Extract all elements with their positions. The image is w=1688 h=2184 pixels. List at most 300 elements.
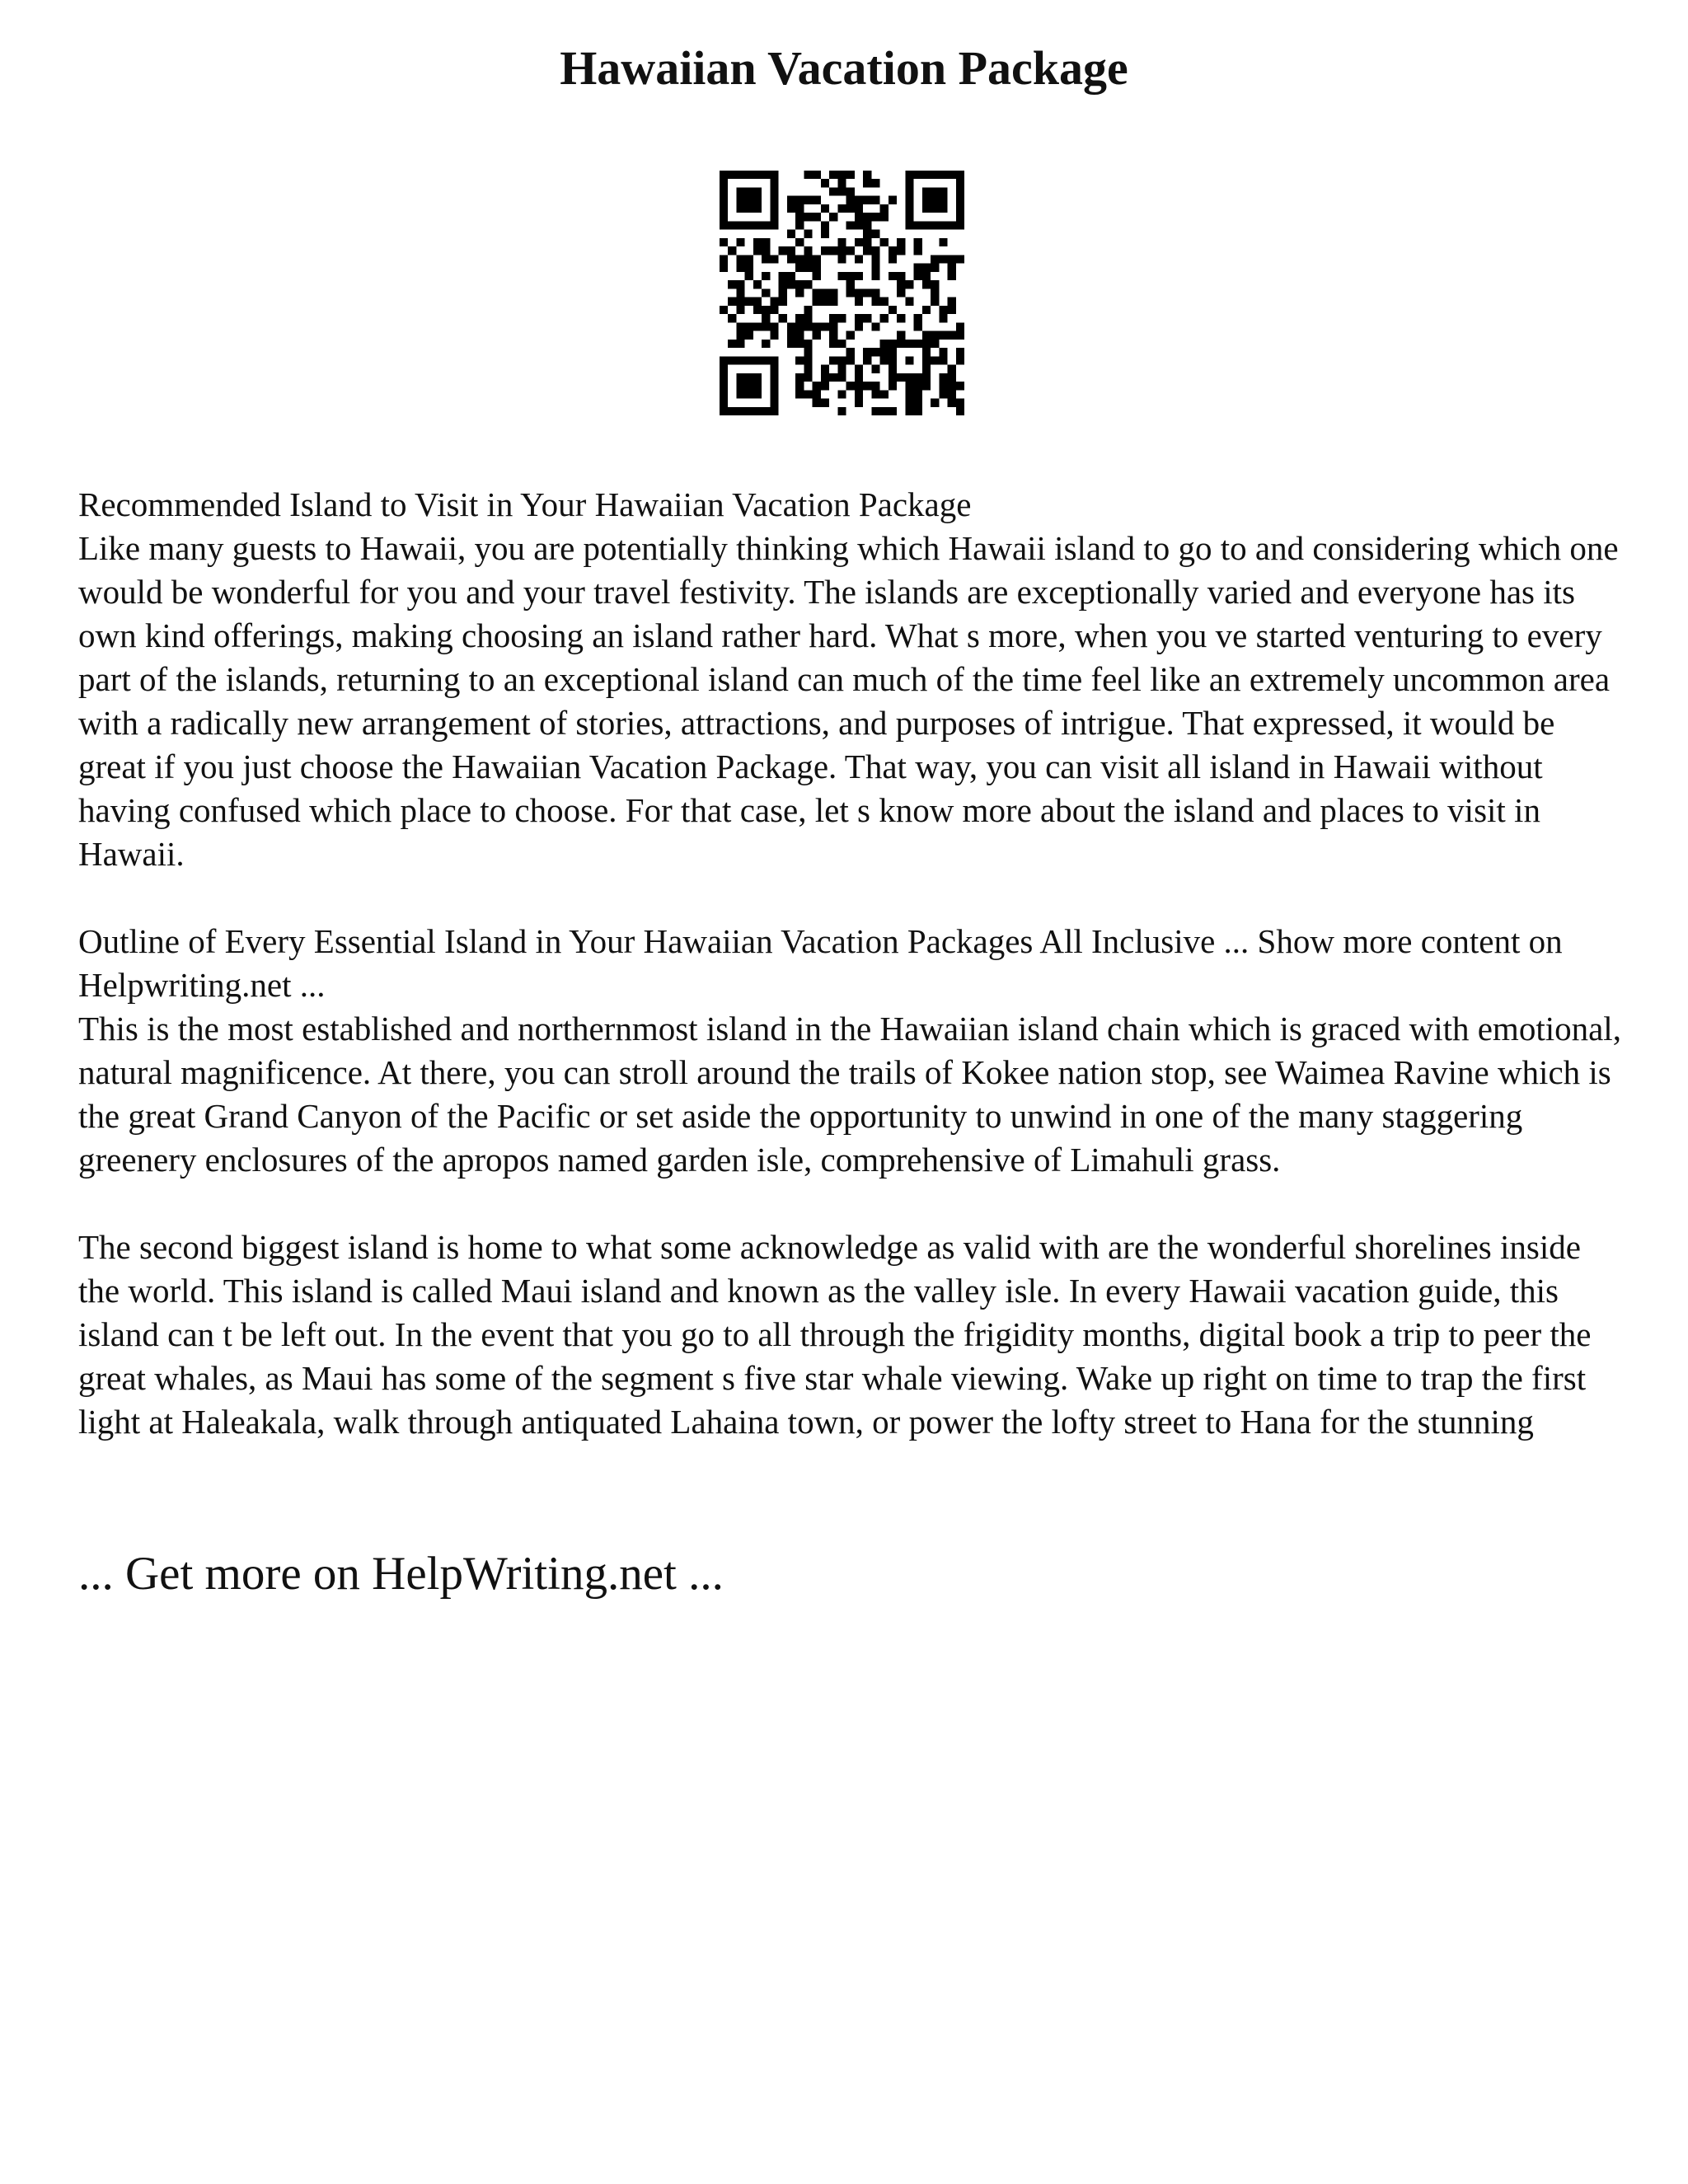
qr-module [855, 382, 863, 390]
qr-module [922, 264, 931, 272]
qr-module [795, 238, 804, 246]
qr-module [863, 196, 871, 204]
qr-module [736, 204, 744, 213]
qr-module [846, 204, 855, 213]
qr-module [956, 255, 964, 263]
qr-module [829, 298, 837, 306]
qr-module [804, 264, 812, 272]
qr-code-icon [720, 171, 964, 415]
qr-module [762, 221, 770, 229]
qr-module [728, 280, 736, 288]
qr-module [863, 230, 871, 238]
qr-module [720, 171, 728, 179]
qr-module [728, 298, 736, 306]
qr-module [846, 382, 855, 390]
qr-module [745, 272, 753, 280]
qr-module [779, 246, 787, 255]
qr-module [720, 255, 728, 263]
qr-module [914, 399, 922, 407]
qr-module [905, 382, 913, 390]
qr-module [897, 272, 905, 280]
qr-module [804, 356, 812, 364]
qr-module [914, 340, 922, 348]
qr-module [931, 399, 939, 407]
qr-module [829, 246, 837, 255]
qr-module [728, 314, 736, 322]
qr-module [753, 246, 762, 255]
qr-module [846, 331, 855, 340]
qr-module [914, 322, 922, 330]
qr-module [770, 382, 778, 390]
qr-module [821, 179, 829, 187]
qr-module [905, 340, 913, 348]
get-more-link[interactable]: ... Get more on HelpWriting.net ... [78, 1548, 724, 1600]
qr-module [779, 314, 787, 322]
qr-module [871, 322, 879, 330]
qr-module [855, 204, 863, 213]
qr-module [753, 171, 762, 179]
qr-module [813, 272, 821, 280]
qr-module [745, 196, 753, 204]
qr-module [720, 382, 728, 390]
qr-module [804, 373, 812, 382]
qr-module [736, 298, 744, 306]
qr-module [939, 348, 947, 356]
qr-module [736, 407, 744, 415]
qr-module [804, 171, 812, 179]
qr-module [813, 322, 821, 330]
qr-module [871, 390, 879, 398]
qr-module [846, 348, 855, 356]
qr-module [837, 365, 846, 373]
qr-module [846, 171, 855, 179]
qr-module [948, 221, 956, 229]
qr-module [720, 356, 728, 364]
qr-module [804, 246, 812, 255]
qr-module [931, 356, 939, 364]
qr-module [922, 171, 931, 179]
qr-module [813, 399, 821, 407]
qr-module [931, 331, 939, 340]
qr-module [863, 238, 871, 246]
qr-module [753, 390, 762, 398]
qr-module [948, 272, 956, 280]
qr-module [821, 204, 829, 213]
qr-module [871, 348, 879, 356]
qr-module [922, 204, 931, 213]
qr-module [863, 314, 871, 322]
qr-module [914, 407, 922, 415]
paragraph-spacer [78, 876, 1628, 920]
qr-module [956, 171, 964, 179]
qr-module [863, 356, 871, 364]
qr-module [745, 298, 753, 306]
qr-module [897, 288, 905, 297]
qr-module [804, 322, 812, 330]
qr-module [745, 255, 753, 263]
qr-module [956, 348, 964, 356]
maui-paragraph: The second biggest island is home to what some acknowledge as valid with are the wonderful shorelines inside the world. This island is called Maui island and known as the valley isle. In every Hawaii vacation guide, this island can t be left out. In the event that you go to all through the frigidity months, digital book a trip to peer the great whales, as Maui has some of the segment s five star whale viewing. Wake up right on time to trap the first light at Haleakala, walk through antiquated Lahaina town, or power the lofty street to Hana for the stunning [78, 1228, 1592, 1441]
qr-module [871, 382, 879, 390]
qr-module [922, 340, 931, 348]
qr-module [922, 331, 931, 340]
qr-module [804, 314, 812, 322]
qr-module [821, 246, 829, 255]
qr-module [762, 356, 770, 364]
qr-module [889, 246, 897, 255]
qr-module [939, 171, 947, 179]
qr-module [795, 196, 804, 204]
qr-module [905, 187, 913, 195]
qr-module [753, 306, 762, 314]
qr-module [863, 213, 871, 221]
qr-module [914, 238, 922, 246]
qr-module [871, 407, 879, 415]
qr-module [753, 382, 762, 390]
qr-module [931, 196, 939, 204]
qr-module [914, 246, 922, 255]
qr-module [829, 322, 837, 330]
qr-module [736, 331, 744, 340]
qr-module [720, 213, 728, 221]
qr-module [931, 187, 939, 195]
qr-module [736, 280, 744, 288]
qr-module [905, 221, 913, 229]
qr-module [720, 196, 728, 204]
qr-module [720, 306, 728, 314]
qr-module [795, 322, 804, 330]
qr-module [795, 255, 804, 263]
qr-module [863, 288, 871, 297]
page-title: Hawaiian Vacation Package [560, 41, 1128, 95]
qr-module [837, 340, 846, 348]
qr-module [795, 314, 804, 322]
qr-module [745, 373, 753, 382]
qr-module [813, 196, 821, 204]
qr-module [821, 365, 829, 373]
outline-line: Outline of Every Essential Island in Your Hawaiian Vacation Packages All Inclusive ... Show more content on Helpwriting.net ... [78, 922, 1563, 1004]
qr-module [939, 238, 947, 246]
qr-module [720, 390, 728, 398]
qr-module [922, 187, 931, 195]
qr-module [922, 373, 931, 382]
qr-module [855, 365, 863, 373]
qr-module [939, 255, 947, 263]
qr-module [804, 306, 812, 314]
qr-module [922, 280, 931, 288]
qr-module [956, 213, 964, 221]
qr-module [855, 221, 863, 229]
qr-module [720, 264, 728, 272]
qr-module [813, 171, 821, 179]
qr-module [829, 373, 837, 382]
qr-module [753, 221, 762, 229]
qr-module [787, 230, 795, 238]
qr-module [889, 272, 897, 280]
qr-module [787, 340, 795, 348]
qr-module [736, 390, 744, 398]
qr-module [795, 382, 804, 390]
qr-module [948, 171, 956, 179]
qr-module [720, 179, 728, 187]
qr-module [728, 340, 736, 348]
qr-module [813, 255, 821, 263]
qr-module [745, 390, 753, 398]
qr-module [821, 230, 829, 238]
qr-module [880, 213, 889, 221]
qr-module [956, 196, 964, 204]
qr-module [795, 288, 804, 297]
qr-module [804, 230, 812, 238]
qr-module [897, 246, 905, 255]
qr-module [829, 171, 837, 179]
qr-module [855, 373, 863, 382]
qr-module [855, 314, 863, 322]
qr-module [829, 288, 837, 297]
qr-module [889, 373, 897, 382]
qr-module [837, 356, 846, 364]
qr-module [855, 298, 863, 306]
qr-module [753, 187, 762, 195]
qr-module [922, 306, 931, 314]
qr-module [745, 187, 753, 195]
qr-module [770, 331, 778, 340]
qr-module [837, 407, 846, 415]
qr-module [720, 407, 728, 415]
qr-module [880, 340, 889, 348]
qr-module [922, 382, 931, 390]
qr-module [871, 264, 879, 272]
qr-module [745, 407, 753, 415]
qr-module [813, 390, 821, 398]
qr-module [795, 390, 804, 398]
qr-module [745, 356, 753, 364]
qr-module [837, 390, 846, 398]
qr-module [770, 306, 778, 314]
qr-module [889, 348, 897, 356]
qr-module [720, 399, 728, 407]
qr-module [770, 179, 778, 187]
qr-module [931, 255, 939, 263]
qr-module [855, 399, 863, 407]
qr-module [762, 314, 770, 322]
qr-module [787, 322, 795, 330]
qr-module [795, 204, 804, 213]
qr-module [804, 340, 812, 348]
qr-module [871, 179, 879, 187]
qr-module [905, 407, 913, 415]
qr-module [795, 280, 804, 288]
qr-module [914, 264, 922, 272]
qr-module [787, 280, 795, 288]
qr-module [922, 348, 931, 356]
qr-module [821, 322, 829, 330]
qr-module [787, 204, 795, 213]
qr-module [753, 298, 762, 306]
qr-module [804, 348, 812, 356]
qr-module [956, 331, 964, 340]
qr-module [889, 365, 897, 373]
qr-module [914, 382, 922, 390]
qr-module [736, 221, 744, 229]
qr-module [745, 382, 753, 390]
qr-module [770, 187, 778, 195]
qr-module [745, 331, 753, 340]
intro-paragraph: Like many guests to Hawaii, you are potentially thinking which Hawaii island to go to and considering which one would be wonderful for you and your travel festivity. The islands are exceptionally varied and everyone has its own kind offerings, making choosing an island rather hard. What s more, when you ve started venturing to every part of the islands, returning to an exceptional island can much of the time feel like an extremely uncommon area with a radically new arrangement of stories, attractions, and purposes of intrigue. That expressed, it would be great if you just choose the Hawaiian Vacation Package. That way, you can visit all island in Hawaii without having confused which place to choose. For that case, let s know more about the island and places to visit in Hawaii. [78, 529, 1619, 873]
qr-module [804, 255, 812, 263]
qr-module [914, 272, 922, 280]
qr-module [770, 298, 778, 306]
qr-module [871, 288, 879, 297]
qr-module [720, 373, 728, 382]
qr-module [770, 213, 778, 221]
qr-module [863, 246, 871, 255]
qr-module [720, 221, 728, 229]
qr-module [931, 340, 939, 348]
qr-module [948, 365, 956, 373]
qr-module [846, 196, 855, 204]
qr-module [770, 373, 778, 382]
qr-module [948, 331, 956, 340]
qr-module [846, 288, 855, 297]
qr-module [753, 204, 762, 213]
qr-module [762, 322, 770, 330]
qr-module [770, 171, 778, 179]
qr-module [863, 179, 871, 187]
qr-module [846, 187, 855, 195]
qr-module [956, 399, 964, 407]
qr-module [948, 264, 956, 272]
qr-module [931, 264, 939, 272]
section-heading: Recommended Island to Visit in Your Hawaiian Vacation Package [78, 485, 972, 523]
qr-module [753, 322, 762, 330]
qr-module [880, 356, 889, 364]
qr-module [897, 280, 905, 288]
qr-module [939, 390, 947, 398]
qr-module [871, 255, 879, 263]
qr-module [821, 382, 829, 390]
qr-module [897, 373, 905, 382]
qr-module [728, 171, 736, 179]
qr-module [745, 264, 753, 272]
qr-module [728, 356, 736, 364]
qr-module [905, 399, 913, 407]
qr-module [922, 196, 931, 204]
qr-module [804, 213, 812, 221]
qr-module [736, 373, 744, 382]
qr-module [914, 221, 922, 229]
qr-module [956, 407, 964, 415]
qr-module [795, 340, 804, 348]
qr-module [736, 340, 744, 348]
qr-module [837, 238, 846, 246]
qr-module [905, 196, 913, 204]
qr-module [931, 298, 939, 306]
qr-module [821, 288, 829, 297]
qr-module [837, 179, 846, 187]
qr-module [897, 314, 905, 322]
qr-module [956, 382, 964, 390]
qr-module [837, 314, 846, 322]
qr-module [770, 390, 778, 398]
qr-module [956, 179, 964, 187]
qr-module [829, 314, 837, 322]
qr-module [863, 171, 871, 179]
qr-module [728, 407, 736, 415]
qr-module [939, 373, 947, 382]
qr-module [880, 407, 889, 415]
qr-module [871, 365, 879, 373]
qr-module [880, 298, 889, 306]
qr-module [855, 213, 863, 221]
qr-module [956, 221, 964, 229]
qr-module [813, 382, 821, 390]
qr-module [846, 272, 855, 280]
qr-module [736, 255, 744, 263]
qr-module [837, 171, 846, 179]
qr-module [863, 221, 871, 229]
qr-module [745, 322, 753, 330]
qr-module [948, 373, 956, 382]
qr-module [931, 204, 939, 213]
qr-module [821, 221, 829, 229]
qr-module [914, 390, 922, 398]
qr-module [829, 340, 837, 348]
qr-module [804, 280, 812, 288]
qr-module [745, 171, 753, 179]
kauai-paragraph: This is the most established and northernmost island in the Hawaiian island chain which is graced with emotional, natural magnificence. At there, you can stroll around the trails of Kokee nation stop, see Waimea Ravine which is the great Grand Canyon of the Pacific or set aside the opportunity to unwind in one of the many staggering greenery enclosures of the apropos named garden isle, comprehensive of Limahuli grass. [78, 1010, 1621, 1179]
qr-module [770, 356, 778, 364]
qr-module [939, 204, 947, 213]
qr-module [871, 298, 879, 306]
qr-module [871, 213, 879, 221]
qr-module [770, 255, 778, 263]
qr-module [795, 331, 804, 340]
qr-module [829, 213, 837, 221]
qr-module [880, 238, 889, 246]
qr-module [736, 288, 744, 297]
qr-module [863, 348, 871, 356]
qr-module [905, 373, 913, 382]
qr-module [956, 356, 964, 364]
qr-module [880, 348, 889, 356]
qr-module [871, 196, 879, 204]
qr-module [880, 204, 889, 213]
qr-module [770, 365, 778, 373]
qr-module [956, 322, 964, 330]
qr-module [829, 356, 837, 364]
qr-module [829, 187, 837, 195]
qr-module [837, 272, 846, 280]
qr-module [762, 272, 770, 280]
qr-module [753, 238, 762, 246]
qr-module [905, 280, 913, 288]
qr-module [813, 213, 821, 221]
qr-module [855, 255, 863, 263]
qr-module [905, 213, 913, 221]
qr-module [871, 246, 879, 255]
qr-module [905, 171, 913, 179]
qr-module [889, 340, 897, 348]
qr-module [948, 399, 956, 407]
qr-module [931, 288, 939, 297]
qr-module [762, 288, 770, 297]
qr-module [939, 314, 947, 322]
qr-module [905, 179, 913, 187]
qr-module [922, 356, 931, 364]
qr-module [939, 187, 947, 195]
qr-module [795, 213, 804, 221]
